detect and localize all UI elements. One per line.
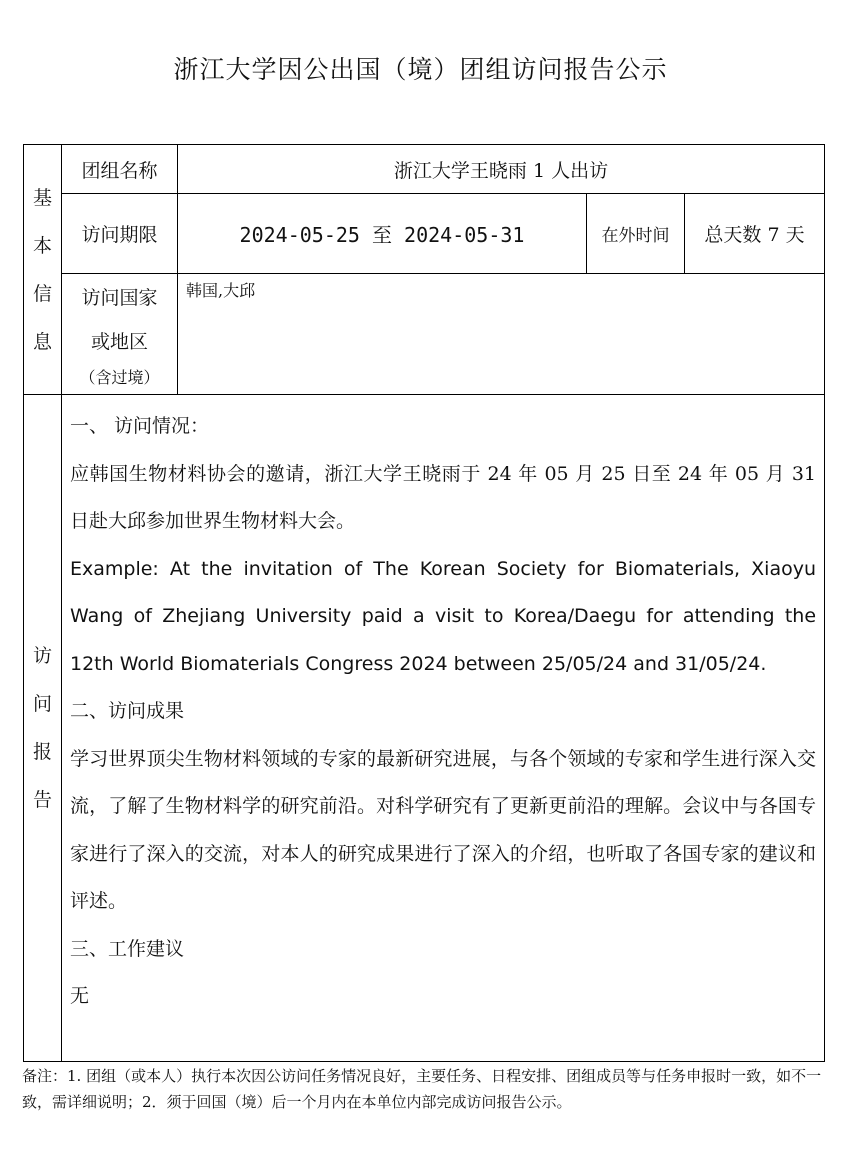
report-form-table (23, 144, 825, 1062)
footnote: 备注：1. 团组（或本人）执行本次因公访问任务情况良好，主要任务、日程安排、团组成员等与任务申报时一致，如不一致，需详细说明；2．须于回国（境）后一个月内在本单位内部完成访问报告公示。 (22, 1067, 822, 1111)
section1-english: Example: At the invitation of The Korean Society for Biomaterials, Xiaoyu Wang of Zhejiang University paid a visit to Korea/Daegu for attending the 12th World Biomaterials Congress 2024 between 25/05/24 and 31/05/24. (70, 557, 817, 675)
abroad-time-label: 在外时间 (587, 194, 685, 274)
section3-text: 无 (70, 985, 90, 1007)
group-name-value: 浙江大学王晓雨 1 人出访 (178, 145, 825, 194)
country-label: 访问国家 或地区 （含过境） (62, 274, 178, 395)
country-value: 韩国,大邱 (178, 274, 825, 395)
group-name-label: 团组名称 (62, 145, 178, 194)
period-value: 2024-05-25 至 2024-05-31 (178, 194, 587, 274)
section2-heading: 二、访问成果 (70, 700, 185, 722)
report-side-label: 访 问 报 告 (24, 395, 62, 1062)
section2-text: 学习世界顶尖生物材料领域的专家的最新研究进展，与各个领域的专家和学生进行深入交流，了解了生物材料学的研究前沿。对科学研究有了更新更前沿的理解。会议中与各国专家进行了深入的交流，对本人的研究成果进行了深入的介绍，也听取了各国专家的建议和评述。 (70, 747, 817, 912)
page-title: 浙江大学因公出国（境）团组访问报告公示 (173, 55, 668, 84)
period-label: 访问期限 (62, 194, 178, 274)
total-days-value: 总天数 7 天 (685, 194, 825, 274)
section1-heading: 一、 访问情况： (70, 415, 210, 437)
section1-text: 应韩国生物材料协会的邀请，浙江大学王晓雨于 24 年 05 月 25 日至 24 年 05 月 31 日赴大邱参加世界生物材料大会。 (70, 462, 817, 532)
section3-heading: 三、工作建议 (70, 937, 185, 960)
report-content (62, 395, 825, 1062)
basic-info-side-label: 基 本 信 息 (24, 145, 62, 395)
